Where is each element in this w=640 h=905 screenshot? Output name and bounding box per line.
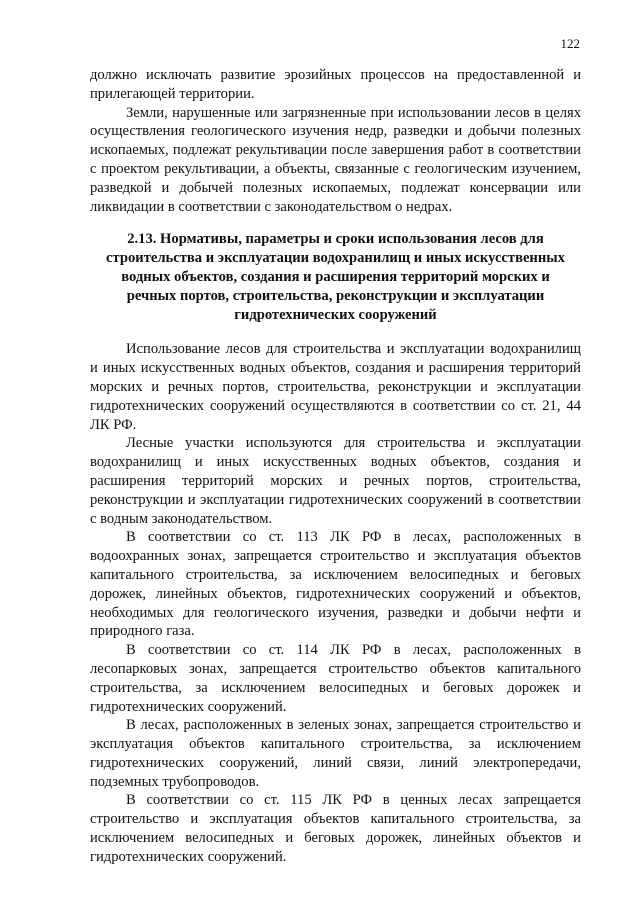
paragraph-land-reclamation: Земли, нарушенные или загрязненные при использовании лесов в целях осуществления геологического изучения недр, разведки и добычи полезных ископаемых, подлежат рекультивации после завершения работ в соответствии с проектом рекультивации, а объекты, связанные с геологическим изучением, разведкой и добычей полезных ископаемых, подлежат консервации или ликвидации в соответствии с законодательством о недрах. xyxy=(90,104,581,215)
section-heading: 2.13. Нормативы, параметры и сроки использования лесов для строительства и эксплуатации водохранилищ и иных искусственных водных объектов, создания и расширения территорий морских и речных портов, строительства, реконструкции и эксплуатации гидротехнических сооружений xyxy=(106,231,565,323)
paragraph-article-115: В соответствии со ст. 115 ЛК РФ в ценных лесах запрещается строительство и эксплуатация объектов капитального строительства, за исключением велосипедных и беговых дорожек, линейных объектов и гидротехнических сооружений. xyxy=(90,792,581,865)
paragraph-green-zones: В лесах, расположенных в зеленых зонах, запрещается строительство и эксплуатация объектов капитального строительства, за исключением гидротехнических сооружений, линий связи, линий электропередачи, подземных трубопроводов. xyxy=(90,717,581,790)
page-content xyxy=(90,66,581,867)
page-number: 122 xyxy=(560,36,580,51)
paragraph-article-114: В соответствии со ст. 114 ЛК РФ в лесах, расположенных в лесопарковых зонах, запрещается строительство объектов капитального строительства, за исключением велосипедных и беговых дорожек и гидротехнических сооружений. xyxy=(90,642,581,715)
paragraph-article-113: В соответствии со ст. 113 ЛК РФ в лесах, расположенных в водоохранных зонах, запрещается строительство и эксплуатация объектов капитального строительства, за исключением велосипедных и беговых дорожек, линейных объектов, гидротехнических сооружений и объектов, необходимых для геологического изучения, разведки и добычи нефти и природного газа. xyxy=(90,529,581,640)
paragraph-continuation: должно исключать развитие эрозийных процессов на предоставленной и прилегающей территории. xyxy=(90,67,581,102)
paragraph-forest-use: Использование лесов для строительства и эксплуатации водохранилищ и иных искусственных водных объектов, создания и расширения территорий морских и речных портов, строительства, реконструкции и эксплуатации гидротехнических сооружений осуществляются в соответствии со ст. 21, 44 ЛК РФ. xyxy=(90,341,581,433)
paragraph-forest-plots: Лесные участки используются для строительства и эксплуатации водохранилищ и иных искусственных водных объектов, создания и расширения территорий морских и речных портов, строительства, реконструкции и эксплуатации гидротехнических сооружений в соответствии с водным законодательством. xyxy=(90,435,581,527)
